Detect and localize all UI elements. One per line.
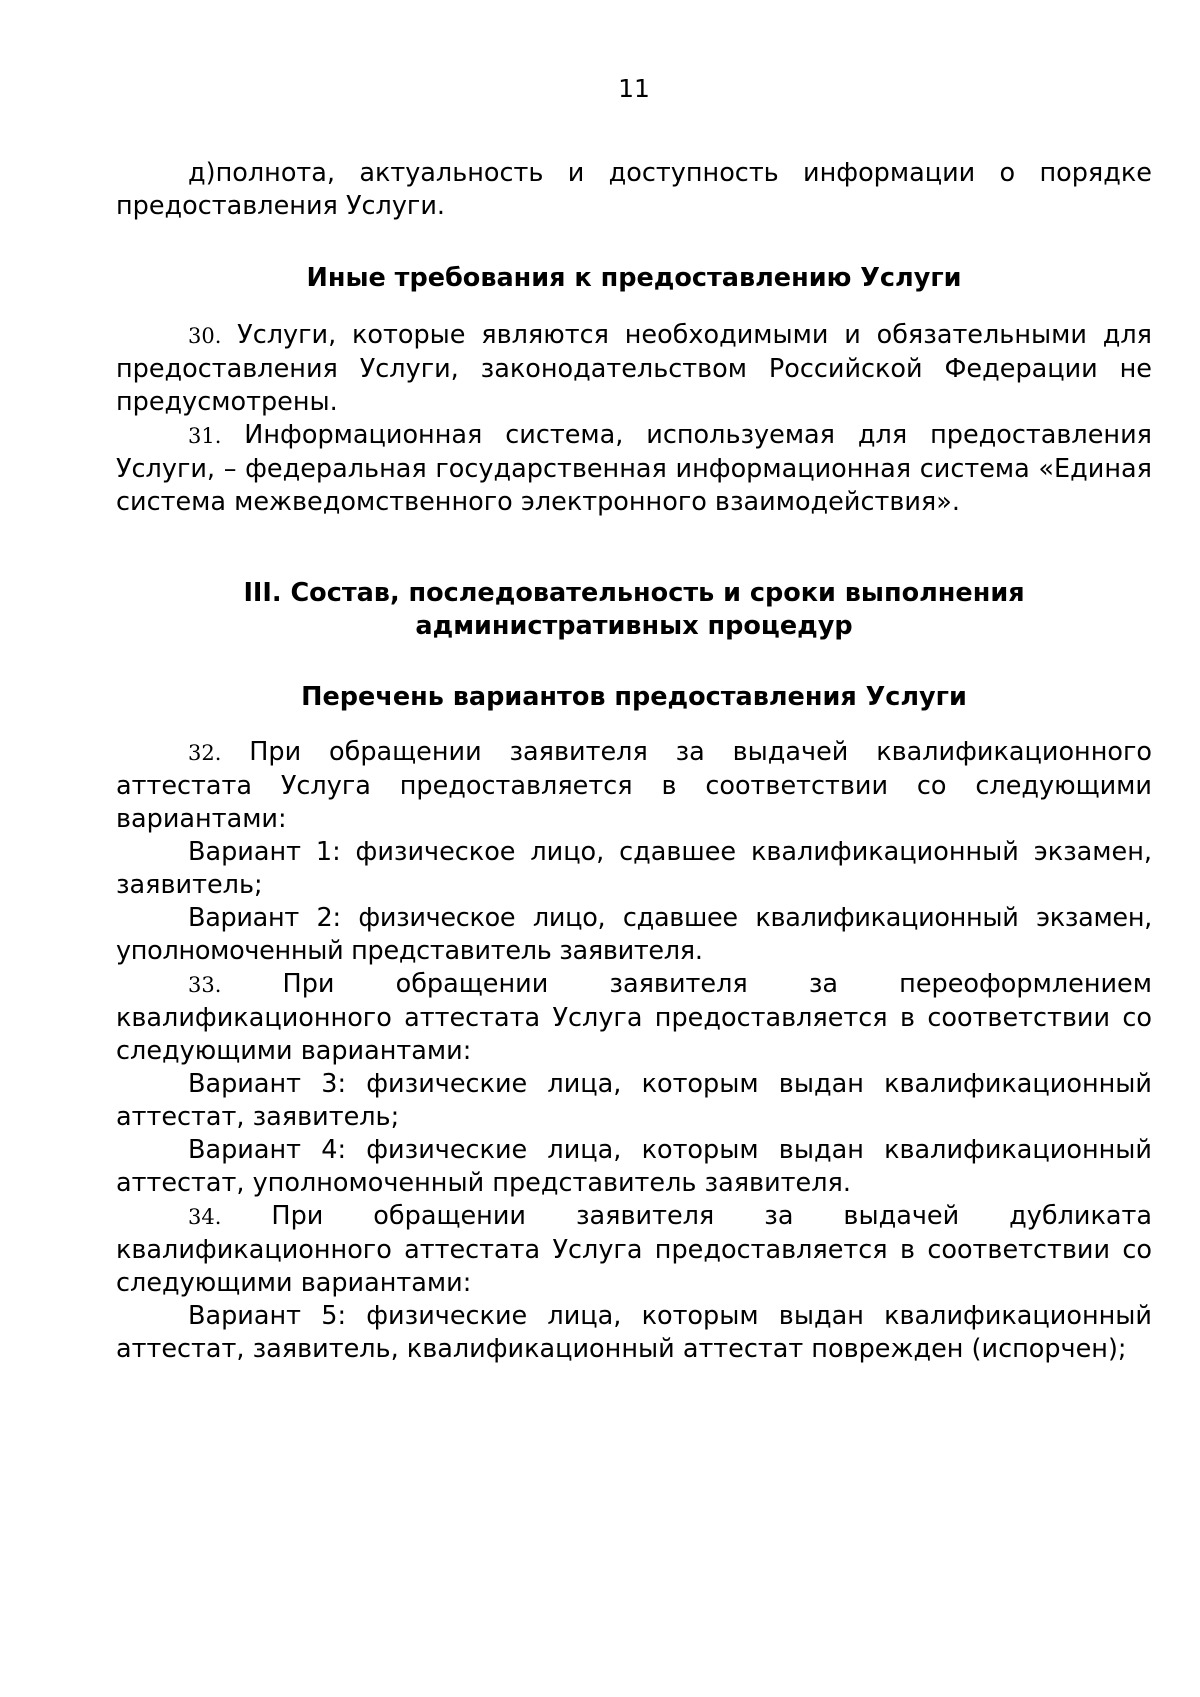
item-30 (116, 319, 1152, 419)
item-34-text: При обращении заявителя за выдачей дубликата квалификационного аттестата Услуга предоставляется в соответствии со следующими вариантами: (116, 1201, 1152, 1298)
item-31-text: Информационная система, используемая для предоставления Услуги, – федеральная государственная информационная система «Единая система межведомственного электронного взаимодействия». (116, 420, 1152, 517)
item-31-number: 31. (188, 424, 222, 448)
item-34-number: 34. (188, 1205, 222, 1229)
block-section-3-heading (116, 577, 1152, 643)
item-33 (116, 968, 1152, 1068)
item-34 (116, 1200, 1152, 1300)
section-3-heading (116, 577, 1152, 643)
item-32-number: 32. (188, 741, 222, 765)
variant-5: Вариант 5: физические лица, которым выдан квалификационный аттестат, заявитель, квалификационный аттестат поврежден (испорчен); (116, 1301, 1152, 1364)
block-heading-variants (116, 681, 1152, 714)
variant-2: Вариант 2: физическое лицо, сдавшее квалификационный экзамен, уполномоченный представитель заявителя. (116, 903, 1152, 966)
item-30-text: Услуги, которые являются необходимыми и обязательными для предоставления Услуги, законодательством Российской Федерации не предусмотрены. (116, 320, 1152, 417)
item-32 (116, 736, 1152, 836)
variant-1: Вариант 1: физическое лицо, сдавшее квалификационный экзамен, заявитель; (116, 837, 1152, 900)
block-items-30-31 (116, 319, 1152, 519)
block-items-32-34 (116, 736, 1152, 1366)
heading-other-requirements: Иные требования к предоставлению Услуги (306, 263, 962, 293)
section-3-heading-line2: административных процедур (415, 611, 853, 641)
variant-3: Вариант 3: физические лица, которым выдан квалификационный аттестат, заявитель; (116, 1069, 1152, 1132)
block-heading-other-requirements (116, 262, 1152, 295)
page-number: 11 (618, 74, 650, 103)
paragraph-d: д)полнота, актуальность и доступность информации о порядке предоставления Услуги. (116, 158, 1152, 221)
section-3-heading-line1: III. Состав, последовательность и сроки выполнения (243, 578, 1025, 608)
variant-4: Вариант 4: физические лица, которым выдан квалификационный аттестат, уполномоченный представитель заявителя. (116, 1135, 1152, 1198)
item-32-text: При обращении заявителя за выдачей квалификационного аттестата Услуга предоставляется в соответствии со следующими вариантами: (116, 737, 1152, 834)
item-30-number: 30. (188, 324, 222, 348)
block-paragraph-d (116, 157, 1152, 223)
heading-variants: Перечень вариантов предоставления Услуги (301, 682, 967, 712)
item-31 (116, 419, 1152, 519)
item-33-text: При обращении заявителя за переоформлением квалификационного аттестата Услуга предоставляется в соответствии со следующими вариантами: (116, 969, 1152, 1066)
item-33-number: 33. (188, 973, 222, 997)
